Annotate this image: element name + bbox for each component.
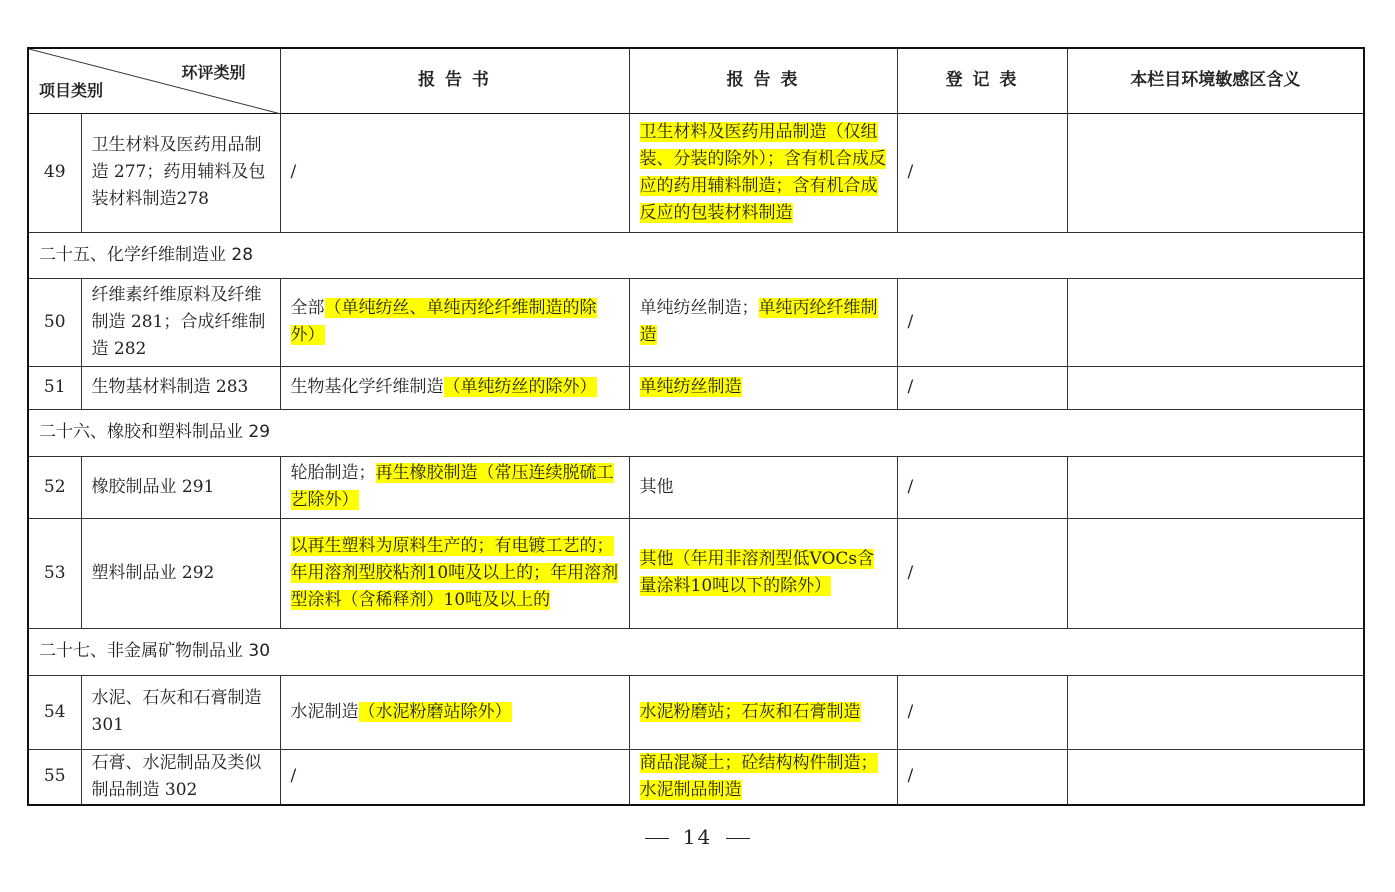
sensitive-area-cell bbox=[1067, 518, 1364, 628]
report-form-cell bbox=[629, 366, 897, 409]
plain-text: 全部 bbox=[290, 298, 325, 318]
plain-text: 轮胎制造； bbox=[290, 463, 376, 483]
sensitive-area-cell bbox=[1067, 675, 1364, 749]
project-category: 生物基材料制造 283 bbox=[81, 366, 280, 409]
col-header-report-form: 报 告 表 bbox=[629, 48, 897, 113]
sensitive-area-cell bbox=[1067, 456, 1364, 518]
highlighted-text: 卫生材料及医药用品制造（仅组装、分装的除外）；含有机合成反应的药用辅料制造；含有机合成反应的包装材料制造 bbox=[639, 121, 886, 223]
header-row bbox=[28, 48, 1364, 113]
col-header-registration: 登 记 表 bbox=[897, 48, 1067, 113]
plain-text: 水泥制造 bbox=[290, 701, 359, 722]
table-row bbox=[28, 749, 1364, 805]
section-name: 二十六、橡胶和塑料制品业 bbox=[39, 422, 243, 442]
report-book-cell bbox=[280, 278, 629, 366]
report-form-cell bbox=[629, 278, 897, 366]
registration-cell: / bbox=[897, 366, 1067, 409]
section-name: 二十五、化学纤维制造业 bbox=[39, 244, 226, 265]
footer-dash-right bbox=[726, 838, 750, 839]
row-number: 49 bbox=[28, 113, 81, 232]
col-header-report-book: 报 告 书 bbox=[280, 48, 629, 113]
row-number: 55 bbox=[28, 749, 81, 805]
registration-cell: / bbox=[897, 675, 1067, 749]
registration-cell: / bbox=[897, 278, 1067, 366]
report-form-cell: 其他 bbox=[629, 456, 897, 518]
report-book-cell bbox=[280, 518, 629, 628]
report-form-cell bbox=[629, 113, 897, 232]
sensitive-area-cell bbox=[1067, 113, 1364, 232]
registration-cell: / bbox=[897, 113, 1067, 232]
page-number: 14 bbox=[682, 825, 713, 849]
project-category: 塑料制品业 292 bbox=[81, 518, 280, 628]
project-category: 卫生材料及医药用品制造 277；药用辅料及包装材料制造278 bbox=[81, 113, 280, 232]
diag-top-label: 环评类别 bbox=[181, 63, 246, 82]
highlighted-text: 以再生塑料为原料生产的；有电镀工艺的；年用溶剂型胶粘剂10吨及以上的；年用溶剂型涂料（含稀释剂）10吨及以上的 bbox=[290, 535, 619, 610]
highlighted-text: （单纯纺丝的除外） bbox=[443, 377, 597, 397]
report-form-cell bbox=[629, 675, 897, 749]
report-book-cell bbox=[280, 456, 629, 518]
highlighted-text: （水泥粉磨站除外） bbox=[358, 701, 512, 722]
highlighted-text: 单纯纺丝制造 bbox=[639, 377, 742, 397]
footer-dash-left bbox=[645, 838, 669, 839]
table-row bbox=[28, 456, 1364, 518]
project-category: 水泥、石灰和石膏制造 301 bbox=[81, 675, 280, 749]
report-book-cell bbox=[280, 675, 629, 749]
section-title bbox=[28, 409, 1364, 456]
table-row bbox=[28, 675, 1364, 749]
row-number: 50 bbox=[28, 278, 81, 366]
table-row bbox=[28, 366, 1364, 409]
highlighted-text: （单纯纺丝、单纯丙纶纤维制造的除外） bbox=[290, 298, 597, 345]
sensitive-area-cell bbox=[1067, 749, 1364, 805]
section-code: 28 bbox=[231, 244, 254, 265]
plain-text: 单纯纺丝制造； bbox=[639, 298, 759, 318]
highlighted-text: 其他（年用非溶剂型低VOCs含量涂料10吨以下的除外） bbox=[639, 549, 875, 596]
diag-bottom-label: 项目类别 bbox=[39, 80, 104, 100]
plain-text: 生物基化学纤维制造 bbox=[290, 377, 444, 397]
project-category: 石膏、水泥制品及类似制品制造 302 bbox=[81, 749, 280, 805]
section-row bbox=[28, 409, 1364, 456]
highlighted-text: 水泥粉磨站；石灰和石膏制造 bbox=[639, 701, 861, 722]
table-row bbox=[28, 518, 1364, 628]
page-footer bbox=[0, 825, 1395, 849]
row-number: 53 bbox=[28, 518, 81, 628]
highlighted-text: 再生橡胶制造（常压连续脱硫工艺除外） bbox=[290, 463, 614, 510]
highlighted-text: 单纯丙纶纤维制造 bbox=[639, 298, 878, 345]
row-number: 52 bbox=[28, 456, 81, 518]
highlighted-text: 商品混凝土；砼结构构件制造；水泥制品制造 bbox=[639, 752, 878, 800]
report-form-cell bbox=[629, 518, 897, 628]
registration-cell: / bbox=[897, 749, 1067, 805]
col-header-sensitive-area: 本栏目环境敏感区含义 bbox=[1067, 48, 1364, 113]
registration-cell: / bbox=[897, 456, 1067, 518]
row-number: 54 bbox=[28, 675, 81, 749]
section-row bbox=[28, 232, 1364, 278]
row-number: 51 bbox=[28, 366, 81, 409]
project-category: 橡胶制品业 291 bbox=[81, 456, 280, 518]
sensitive-area-cell bbox=[1067, 366, 1364, 409]
diagonal-header-cell bbox=[28, 48, 280, 113]
section-code: 30 bbox=[248, 641, 271, 661]
report-book-cell: / bbox=[280, 113, 629, 232]
report-book-cell bbox=[280, 366, 629, 409]
classification-table bbox=[27, 47, 1365, 806]
section-name: 二十七、非金属矿物制品业 bbox=[39, 641, 243, 661]
section-title bbox=[28, 628, 1364, 675]
report-form-cell bbox=[629, 749, 897, 805]
section-row bbox=[28, 628, 1364, 675]
report-book-cell: / bbox=[280, 749, 629, 805]
project-category: 纤维素纤维原料及纤维制造 281；合成纤维制造 282 bbox=[81, 278, 280, 366]
section-title bbox=[28, 232, 1364, 278]
table-row bbox=[28, 113, 1364, 232]
table-row bbox=[28, 278, 1364, 366]
section-code: 29 bbox=[248, 422, 271, 442]
registration-cell: / bbox=[897, 518, 1067, 628]
sensitive-area-cell bbox=[1067, 278, 1364, 366]
